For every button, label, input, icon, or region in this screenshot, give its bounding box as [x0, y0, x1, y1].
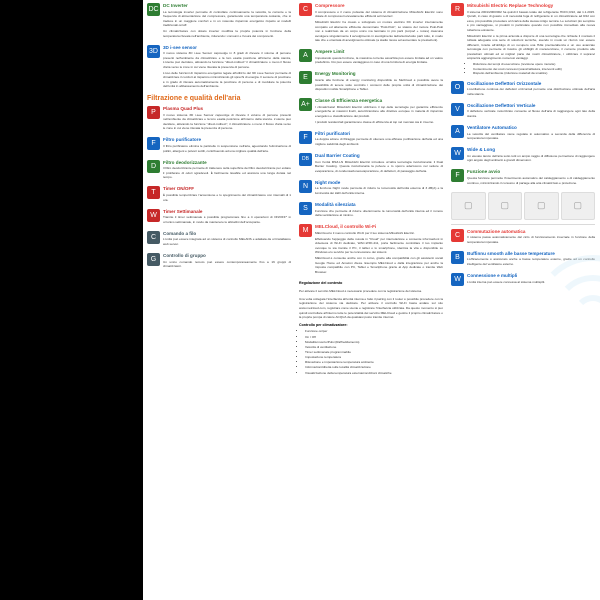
dual-barrier-coating-icon: DB	[299, 153, 312, 166]
wifi-icon	[533, 255, 600, 375]
filtro-deodorante-icon: D	[147, 160, 160, 173]
feature-filtro-deodorizzante	[147, 160, 291, 182]
feature-body: La funzione Night mode permette di ridurre la rumorosità dell'unità esterna di 3 dB(A) e la luminosità dei LED dell'unità interna.	[315, 186, 443, 195]
ampere-limit-icon: A	[299, 49, 312, 62]
filtro-purificatore-icon: F	[147, 137, 160, 150]
list-item: • Visualizzazione della temperatura esterna/condizioni climatiche	[305, 371, 443, 376]
funzione-avvio-icon: F	[451, 169, 464, 182]
product-image-2	[488, 192, 523, 220]
feature-body: Il nuovo sistema 3D i-see Sensor capovolge in 8 gradi di rilevare il volume di persone presenti nell'ambiente da climatizzare e la loro esatta posizione all'interno della stanza, L'utente può decidere, attivando la funzione "direct-indirect" il climatizzatore o meno il flusso d'aria verso le zone in cui viene rilevata la presenza di persone. L'uso delle funzioni di risparmio energetico legate all'utilizzo del 3D i-see Sensor permette di climatizzare il comfort al risparmio minimizzando gli sprechi di energia. Il sensore di posizione è in grado di rilevare automaticamente la posizione di persone e di modulare la potenza dell'unità in abbassamento dell'ambiente.	[163, 51, 291, 89]
feature-body: MELCloud è il nuovo controllo Wi-Fi per il tuo sistema Mitsubishi Electric. Effettuando l'appoggio della nuvola in "Cloud" per interrelazione e consente informazioni in videoteca di Wi-Fi dedicato, WAC-WIFI-411, porta facilmente controllare il tuo impianto ovunque tu sia tramite il PC, il tablet o lo smartphone, identica la vita e disponibile su Windows e/o servizio per la connessione dei sistemi. MELCloud è consente anche con in corso, grazie alla compatibilità con gli assistenti vocali Google Home ed Amazon Alexa. Esempio MELCloud e dalla integrazione per anche la risposta compatibile con PC, Tablet e Smartphone grazie al App dedicate o tramite Web Browser.	[315, 230, 443, 274]
feature-body: L'unità può essere integrata ad un sistema di controllo MELANS e adattata da un'installatore web server.	[163, 237, 291, 246]
feature-body: Il compressore è il cuore pulsante del sistema di climatizzazione Mitsubishi Electric sono dotate di compressori elevatamente efficienti ad inverterr. Mitsubishi Electric ha creato e sviluppato un motore elettrico DC inverter internamente compatto ed altamente efficiente denominato "Poki-Poki", Lo statore del motore Poki-Poki non è realizzato da un corpo unico ma laminato in più parti (corpo/i + rotore) ciascuna avvolgere singolarmente il avvolgimento in avvolgimento ladra/sotto/sotto parti tutto, in modo tale che e orientata di avvolgimento ottimale (a stadio riesce ad aumentare le prestazioni).	[315, 9, 443, 43]
notes-intro-2: Una volta collegata l'interfaccia all'unità interna e fatto il pairing con il router è possibile procedere con la registrazione del sistema via dedicato. Per attivare il controllo Wi-Fi basta andare sul sito www.melcloud.com, registrare come utente e registrare l'interfaccia utilizzata. Da questo momento si può quindi controllare all'interno tutte le potenzialità del servizio MELCloud e gestire il proprio climatizzatore o la propria pompa di calore ACQUA da qualsiasi posto tramite internet.	[299, 296, 443, 320]
feature-title: Compressore	[315, 3, 345, 8]
comando-a-filo-icon: C	[147, 231, 160, 244]
modalita-silenziate-icon: S	[299, 202, 312, 215]
feature-compressore	[299, 3, 443, 44]
image-placeholder-glyph: ▢	[463, 200, 473, 211]
3d-isee-sensor-icon: 3D	[147, 45, 160, 58]
feature-title: Classe di Efficienza energetica	[315, 98, 383, 104]
feature-body: Il nuovo sistema 3D i-see Sensor capovolge di rilevare il volume di persone presenti nell'ambiente da climatizzare e la loro esatta posizione all'interno della stanza. L'utente può decidere, attivando la funzione "direct-indirect", il climatizzatore o meno il flusso d'aria verso le zone in cui viene rilevata la presenza di persone.	[163, 112, 291, 131]
weekly-timer-icon: W	[147, 209, 160, 222]
feature-filtro-purificatore	[147, 137, 291, 154]
bassa-temperatura-icon: B	[451, 251, 464, 264]
list-item: • Velocità di ventilazione	[305, 345, 443, 350]
feature-body: Il sistema 2001/2000/002 ha quindi il basato totale del refrigerante HCFC,R22, dal 1.1.2015. Quindi, in caso di guasto o di necessità fuga di refrigerante in un climatizzatore ad R22 con esso, più possibile procedere al ricarica della stessa mitigo tecnica. Le soluzioni più semplice è più vantaggiose, si prodotti in particolare quando non possibile immediato alla nuova tubazione esistente. Mitsubishi Electric è la prima azienda a disporre di una tecnologia che richiede il montato il tubiata adeguata una serie di soluzioni tecniche, avendo in modo un ritornò non essere differenti, Grazie all'obbligo di un recupero una HAE precise/altenza è un uso avanzato tecnologia con permette di riuscire gli obblighi di manutenzione, il corrente produtto alle prestazioni ottimali ed ai migliori parte dei nostri climatizzatore, i utilizzare il sopravvi ampiezza aggiungimento numerosi vantaggi. • Riduzione dei tempi di esecuzione (revisione opere murarie) • Contenimento dei costi connessi (scavi/cablatura, interventi edili) • Rispetto dell'ambiente (riduzione materiali da smaltire)	[467, 10, 595, 76]
feature-body: Questa funzione permette l'inserimento automatico del caldeggiamento o di caldeggiamento continuo, minimizzando il consumo di partage alla aria climatizzato e protezione.	[467, 176, 595, 185]
feature-body: Funzione che permette di ridurre ulteriormente la rumorosità dell'unità interna ed il rumore della ventilazione al minimo.	[315, 208, 443, 217]
feature-melcloud	[299, 224, 443, 276]
product-image-4	[561, 192, 596, 220]
feature-title: Connessione e multipli	[467, 272, 518, 278]
feature-title: Filtro purificatore	[163, 137, 202, 143]
product-image-row	[451, 192, 595, 220]
feature-plasma-quad-plus	[147, 106, 291, 132]
feature-body: La tecnologia inverter permette di controllare continuamente la velocità, la corrente e la frequenza di alimentazione del compressore, garantendo una temperatura costante, che si traduce in un maggiore comfort e in un notevole risparmio energetico rispetto ai modelli tradizionali on/off. Un climatizzatore con dotato inverter modifica la propria potenza in funzione della temperatura rilevata nell'ambiente, riducendo i consumi e l'usura dei componenti.	[163, 9, 291, 38]
section-title-air: Filtrazione e qualità dell'aria	[147, 95, 241, 103]
feature-title: Timer ON/OFF	[163, 186, 195, 192]
plasma-quad-plus-icon: P	[147, 106, 160, 119]
oscillazione-verticale-icon: V	[451, 103, 464, 116]
feature-title: Ampere Limit	[315, 49, 345, 55]
feature-timer-settimanale	[147, 209, 291, 226]
feature-oscillazione-orizzontale	[451, 81, 595, 98]
feature-body: L'unità interna può essere connessa al sistema multisplit.	[467, 279, 546, 284]
product-image-3	[524, 192, 559, 220]
divider	[451, 224, 595, 225]
feature-title: Comando a filo	[163, 230, 197, 236]
feature-dc-inverter	[147, 3, 291, 40]
feature-title: Wide & Long	[467, 147, 496, 153]
feature-comando-a-filo	[147, 231, 291, 248]
feature-energy-monitoring	[299, 71, 443, 93]
compressore-icon: C	[299, 3, 312, 16]
feature-title: Commutazione automatica	[467, 228, 526, 234]
notes-list	[299, 329, 443, 375]
document-sheet	[143, 0, 600, 600]
feature-title: Modalità silenziata	[315, 201, 356, 207]
feature-body: Il deflettore verticale motorizzato consente al flusso dell'aria di raggiungere ogni lato della stanza.	[467, 109, 595, 118]
feature-title: Dual Barrier Coating	[315, 152, 360, 158]
feature-commutazione-automatica	[451, 229, 595, 246]
list-item: • Modalità inverto/Pulsi (Raffreddamento)	[305, 340, 443, 345]
classe-efficienza-icon: A+	[299, 98, 312, 111]
feature-title: 3D i-see sensor	[163, 44, 197, 50]
feature-title: Oscillazione Deflettori Orizzontale	[467, 80, 542, 86]
feature-title: DC Inverter	[163, 3, 188, 8]
wide-long-icon: W	[451, 147, 464, 160]
feature-classe-efficienza	[299, 98, 443, 126]
feature-timer-onoff	[147, 186, 291, 203]
dc-inverter-icon: DC	[147, 3, 160, 16]
feature-ampere-limit	[299, 49, 443, 66]
commutazione-automatica-icon: C	[451, 229, 464, 242]
list-item: • Rispetto dell'ambiente (riduzione materiali da smaltire)	[473, 71, 595, 75]
feature-ventilatore-automatico	[451, 125, 595, 142]
list-item: • Impostazione temperatura	[305, 355, 443, 360]
feature-funzione-avvio	[451, 169, 595, 186]
feature-title: Oscillazione Deflettori Verticale	[467, 102, 536, 108]
controllo-di-gruppo-icon: G	[147, 253, 160, 266]
ventilatore-automatico-icon: A	[451, 125, 464, 138]
feature-body: È possibile temporizzare l'accensione e lo spegnimento del climatizzatore con intervalli di 1 ora.	[163, 193, 291, 202]
feature-wide-long	[451, 147, 595, 164]
list-item: • Informazioni/diretta sulle località climatizzazione	[305, 365, 443, 370]
replace-technology-icon: R	[451, 3, 464, 16]
list-item: • Rilevazione e impostazione temperatura ambiente	[305, 360, 443, 365]
image-placeholder-glyph: ▢	[500, 200, 509, 211]
feature-body: La velocità del ventilatore viene regolata in automatico a seconda della differenza di temperatura impostata.	[467, 131, 595, 141]
image-placeholder-glyph: ▢	[536, 200, 546, 211]
feature-body: I climatizzatori Mitsubishi Electric utilizzano il top delle tecnologie per garantire efficienze energetiche ai massimi livelli, autorizzandone alle direttive europee in materia di risparmio energetico e classificazione dei prodotti. I prodotti residenziali garantiscono classe di efficienza al top nel mercato sia in inverno.	[315, 104, 443, 124]
feature-title: Controllo di gruppo	[163, 252, 206, 258]
feature-body: La doppia azione di filtraggio permette di ottenere una efficace purificazione dell'aria ed una migliore salubrità degli ambienti.	[315, 137, 443, 146]
column-1	[143, 0, 295, 600]
feature-3d-isee-sensor	[147, 45, 291, 91]
list-item: • Riduzione dei tempi di esecuzione (revisione opere murarie)	[473, 62, 595, 66]
feature-body: Il filtro purificatore elimina le particelle in sospensione nell'aria, agevolando l'eliminazione di pollini, allergeni e polveri sottili, contribuendo ad una migliore qualità dell'aria.	[163, 144, 291, 153]
feature-body: Un elevato lancio dell'aria sotto tutti un ampio raggio di diffusione permettono di raggiungere ogni angolo degli ambienti a grandi dimensioni.	[467, 153, 595, 163]
feature-body: Il filtro deodorizzante permette di trattenere sulla superficie del filtro deodorizzante per evitare il proliferare di odori sgradevoli. È facilmente lavabile ed assicura una lunga durata nel tempo.	[163, 166, 291, 180]
feature-body: Tramite il timer settimanale è possibile programmare fino a 4 operazioni di ON/OFF* in un'unico settimanale, in modo da mantenere le abitudini dell'occupante.	[163, 215, 291, 224]
feature-replace-technology	[451, 3, 595, 76]
feature-body: Un unico comando remoto può essere contemporaneamente fino a 16 gruppi di climatizzatori.	[163, 259, 291, 269]
feature-night-mode	[299, 180, 443, 197]
feature-title: Ventilatore Automatico	[467, 124, 517, 130]
melcloud-icon: M	[299, 224, 312, 237]
feature-modalita-silenziata	[299, 202, 443, 219]
feature-title: MELCloud, il controllo Wi-Fi	[315, 223, 377, 229]
feature-title: Buffinnu smooth alle basse temperature	[467, 250, 555, 256]
feature-dual-barrier-coating	[299, 153, 443, 175]
feature-title: Filtro deodorizzante	[163, 159, 207, 165]
feature-filtri-purificatori	[299, 131, 443, 148]
oscillazione-orizzontale-icon: O	[451, 81, 464, 94]
list-item: • Contenimento dei costi connessi (scavi/cablatura, interventi edili)	[473, 67, 595, 71]
feature-title: Funzione avvio	[467, 169, 501, 175]
list-item: • Timer settimanale programmabile	[305, 350, 443, 355]
notes-list-heading: Controllo per climatizzatore:	[299, 323, 348, 328]
feature-body: L'efficacemente è assicurato anche a basse temperature esterne, grazie ad un controllo intelligente del ventilatore esterno.	[467, 257, 595, 266]
feature-body: Impostando questa funzione, la massima corrente assorbita può essere limitata ad un valore predefinito. Ciò può essere vantaggioso in caso di una fornitura di energia limitata.	[315, 55, 443, 65]
feature-title: Night mode	[315, 179, 341, 185]
feature-body: L'oscillazione continua dei deflettori orizzontali permette una distribuzione ottimale dell'aria nella stanza.	[467, 87, 595, 96]
feature-body: Grazie alla funzione di energy monitoring disponibile su MelCloud è possibile avere la possibilità di tenere sotto controllo i consumi delle proprie unità di climatizzazione dei dispositivi mobile Smartphone e Tablet.	[315, 78, 443, 92]
column-2	[295, 0, 447, 600]
notes-intro-1: Per attivare il servizio MELCloud è necessario procedere con la registrazione del sistema.	[299, 289, 422, 294]
list-item: • Funzione on/per	[305, 329, 443, 334]
feature-controllo-di-gruppo	[147, 253, 291, 270]
feature-oscillazione-verticale	[451, 103, 595, 120]
notes-heading: Regolazione del contesto	[299, 280, 343, 285]
feature-title: Mitsubishi Electric Replace Technology	[467, 3, 554, 8]
product-image-1	[451, 192, 486, 220]
timer-onoff-icon: T	[147, 186, 160, 199]
feature-title: Energy Monitoring	[315, 71, 356, 77]
filtri-icon: F	[299, 131, 312, 144]
feature-title: Timer Settimanale	[163, 208, 203, 214]
notes-block	[299, 281, 443, 376]
feature-body: Con l'unità MSZ-LN Mitsubishi Electric introduce un'altra tecnologia rivoluzionaria: il Dual Barrier Coating. Questa rivoluzionaria la polvere e lo sporco aderiscono nel settore di evaporazione, di condensazione/evaporazione, di deflettori, di passaggio dell'aria.	[315, 159, 443, 173]
list-item: • On / Off	[305, 335, 443, 340]
feature-title: Plasma Quad Plus	[163, 106, 204, 112]
feature-body: Il sistema passa automaticamente dal ciclo di funzionamento invernale in funzione della temperatura impostata.	[467, 235, 595, 244]
image-placeholder-glyph: ▢	[573, 200, 582, 211]
energy-monitoring-icon: E	[299, 71, 312, 84]
connessione-multipli-icon: W	[451, 273, 464, 286]
night-mode-icon: N	[299, 180, 312, 193]
feature-title: Filtri purificatori	[315, 130, 351, 136]
